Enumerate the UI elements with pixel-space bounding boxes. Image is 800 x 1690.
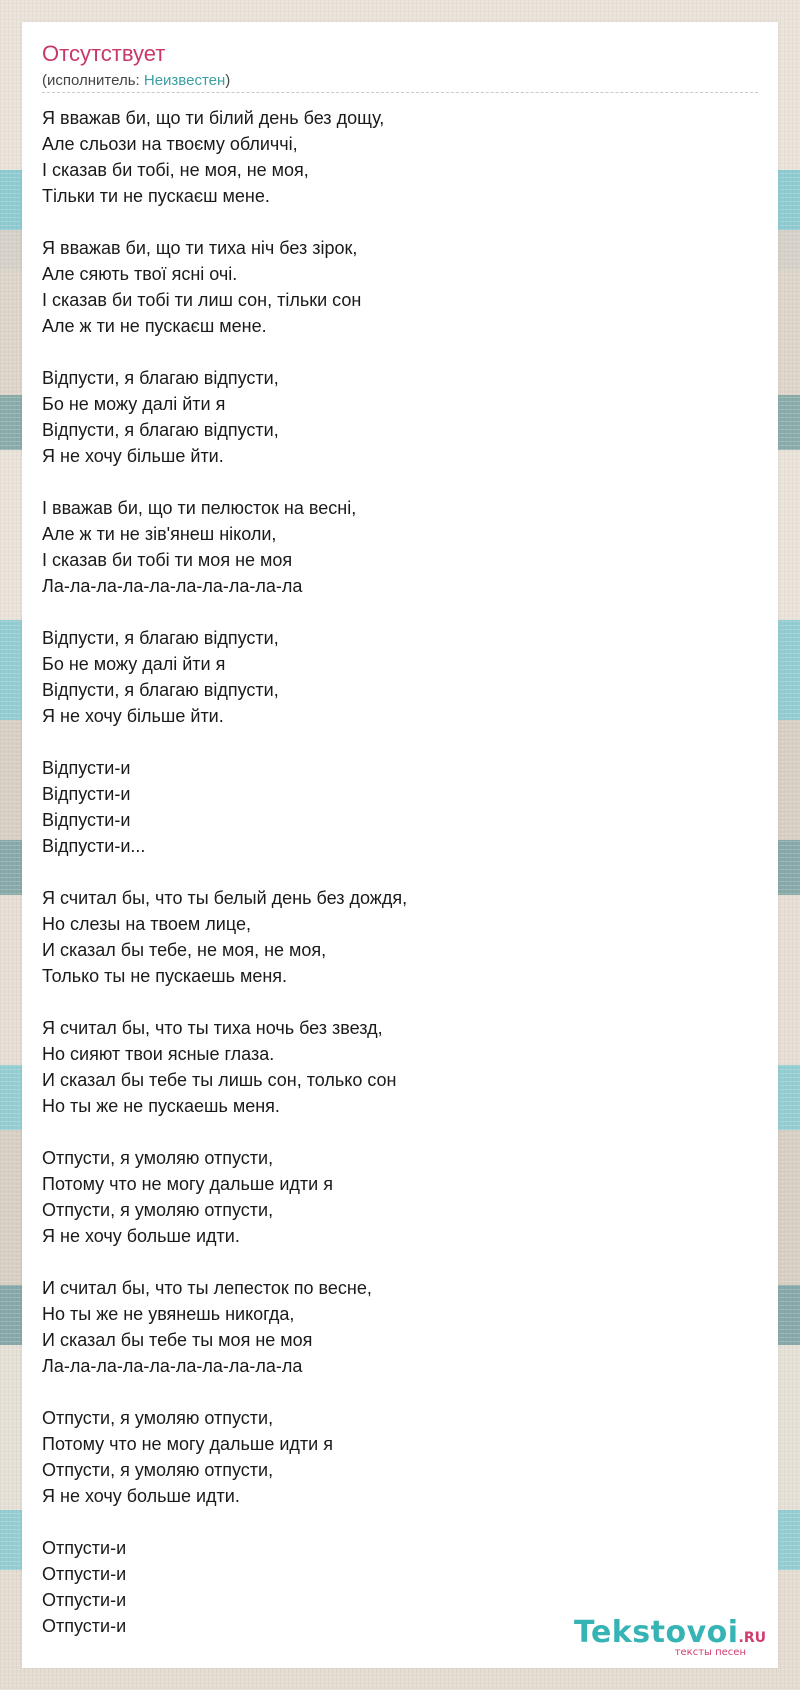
lyrics-stanza <box>42 1275 407 1379</box>
lyrics-line: І сказав би тобі, не моя, не моя, <box>42 160 309 180</box>
lyrics-stanza <box>42 1535 407 1639</box>
performer-label: (исполнитель: <box>42 72 144 89</box>
lyrics-line: Отпусти-и <box>42 1590 127 1610</box>
lyrics-line: Я не хочу більше йти. <box>42 446 224 466</box>
lyrics-line: И сказал бы тебе ты моя не моя <box>42 1330 313 1350</box>
lyrics-text <box>42 105 407 1639</box>
lyrics-line: Бо не можу далі йти я <box>42 654 226 674</box>
lyrics-line: Відпусти, я благаю відпусти, <box>42 368 279 388</box>
lyrics-line: Я не хочу больше идти. <box>42 1226 240 1246</box>
lyrics-line: Отпусти, я умоляю отпусти, <box>42 1408 274 1428</box>
lyrics-line: Бо не можу далі йти я <box>42 394 226 414</box>
lyrics-line: Я вважав би, що ти білий день без дощу, <box>42 108 385 128</box>
lyrics-line: І вважав би, що ти пелюсток на весні, <box>42 498 357 518</box>
lyrics-stanza <box>42 105 407 209</box>
lyrics-line: Отпусти-и <box>42 1616 127 1636</box>
title-divider <box>42 92 758 93</box>
lyrics-stanza <box>42 1405 407 1509</box>
lyrics-line: І сказав би тобі ти лиш сон, тільки сон <box>42 290 362 310</box>
lyrics-stanza <box>42 365 407 469</box>
song-title: Отсутствует <box>42 41 166 66</box>
lyrics-line: Только ты не пускаешь меня. <box>42 966 288 986</box>
lyrics-line: Но ты же не увянешь никогда, <box>42 1304 295 1324</box>
lyrics-line: Відпусти-и <box>42 758 131 778</box>
lyrics-line: Отпусти, я умоляю отпусти, <box>42 1148 274 1168</box>
lyrics-stanza <box>42 235 407 339</box>
lyrics-line: Ла-ла-ла-ла-ла-ла-ла-ла-ла-ла <box>42 1356 303 1376</box>
performer-label-close: ) <box>225 72 231 89</box>
lyrics-line: Я считал бы, что ты тиха ночь без звезд, <box>42 1018 383 1038</box>
lyrics-stanza <box>42 885 407 989</box>
lyrics-line: Але ж ти не пускаєш мене. <box>42 316 267 336</box>
lyrics-line: Отпусти, я умоляю отпусти, <box>42 1200 274 1220</box>
lyrics-line: Отпусти-и <box>42 1564 127 1584</box>
lyrics-line: І сказав би тобі ти моя не моя <box>42 550 293 570</box>
lyrics-line: И сказал бы тебе ты лишь сон, только сон <box>42 1070 397 1090</box>
lyrics-stanza <box>42 755 407 859</box>
lyrics-line: Я не хочу більше йти. <box>42 706 224 726</box>
lyrics-line: Я не хочу больше идти. <box>42 1486 240 1506</box>
lyrics-line: Отпусти, я умоляю отпусти, <box>42 1460 274 1480</box>
lyrics-line: Потому что не могу дальше идти я <box>42 1174 333 1194</box>
lyrics-stanza <box>42 625 407 729</box>
lyrics-line: Но слезы на твоем лице, <box>42 914 251 934</box>
lyrics-line: Відпусти, я благаю відпусти, <box>42 628 279 648</box>
lyrics-line: Но ты же не пускаешь меня. <box>42 1096 280 1116</box>
performer-line <box>42 72 230 89</box>
logo-name: Tekstovoi <box>573 1615 739 1650</box>
lyrics-line: Я считал бы, что ты белый день без дождя, <box>42 888 408 908</box>
lyrics-line: Але сяють твої ясні очі. <box>42 264 238 284</box>
logo-wordmark <box>573 1615 766 1650</box>
lyrics-line: Відпусти-и <box>42 784 131 804</box>
lyrics-line: Відпусти-и... <box>42 836 146 856</box>
lyrics-line: Но сияют твои ясные глаза. <box>42 1044 275 1064</box>
lyrics-line: Відпусти-и <box>42 810 131 830</box>
logo-tld: .RU <box>738 1630 766 1646</box>
lyrics-line: Відпусти, я благаю відпусти, <box>42 420 279 440</box>
artist-link[interactable]: Неизвестен <box>143 72 226 89</box>
lyrics-line: Відпусти, я благаю відпусти, <box>42 680 279 700</box>
lyrics-line: Я вважав би, що ти тиха ніч без зірок, <box>42 238 358 258</box>
lyrics-stanza <box>42 1015 407 1119</box>
lyrics-line: Ла-ла-ла-ла-ла-ла-ла-ла-ла-ла <box>42 576 303 596</box>
site-logo[interactable] <box>573 1615 766 1658</box>
lyrics-line: Але сльози на твоєму обличчі, <box>42 134 298 154</box>
lyrics-line: И считал бы, что ты лепесток по весне, <box>42 1278 372 1298</box>
lyrics-line: Але ж ти не зів'янеш ніколи, <box>42 524 277 544</box>
lyrics-line: Потому что не могу дальше идти я <box>42 1434 333 1454</box>
lyrics-line: Тільки ти не пускаєш мене. <box>42 186 270 206</box>
lyrics-stanza <box>42 1145 407 1249</box>
lyrics-line: Отпусти-и <box>42 1538 127 1558</box>
lyrics-line: И сказал бы тебе, не моя, не моя, <box>42 940 327 960</box>
lyrics-stanza <box>42 495 407 599</box>
lyrics-card <box>22 22 778 1668</box>
logo-tagline: тексты песен <box>674 1647 746 1658</box>
